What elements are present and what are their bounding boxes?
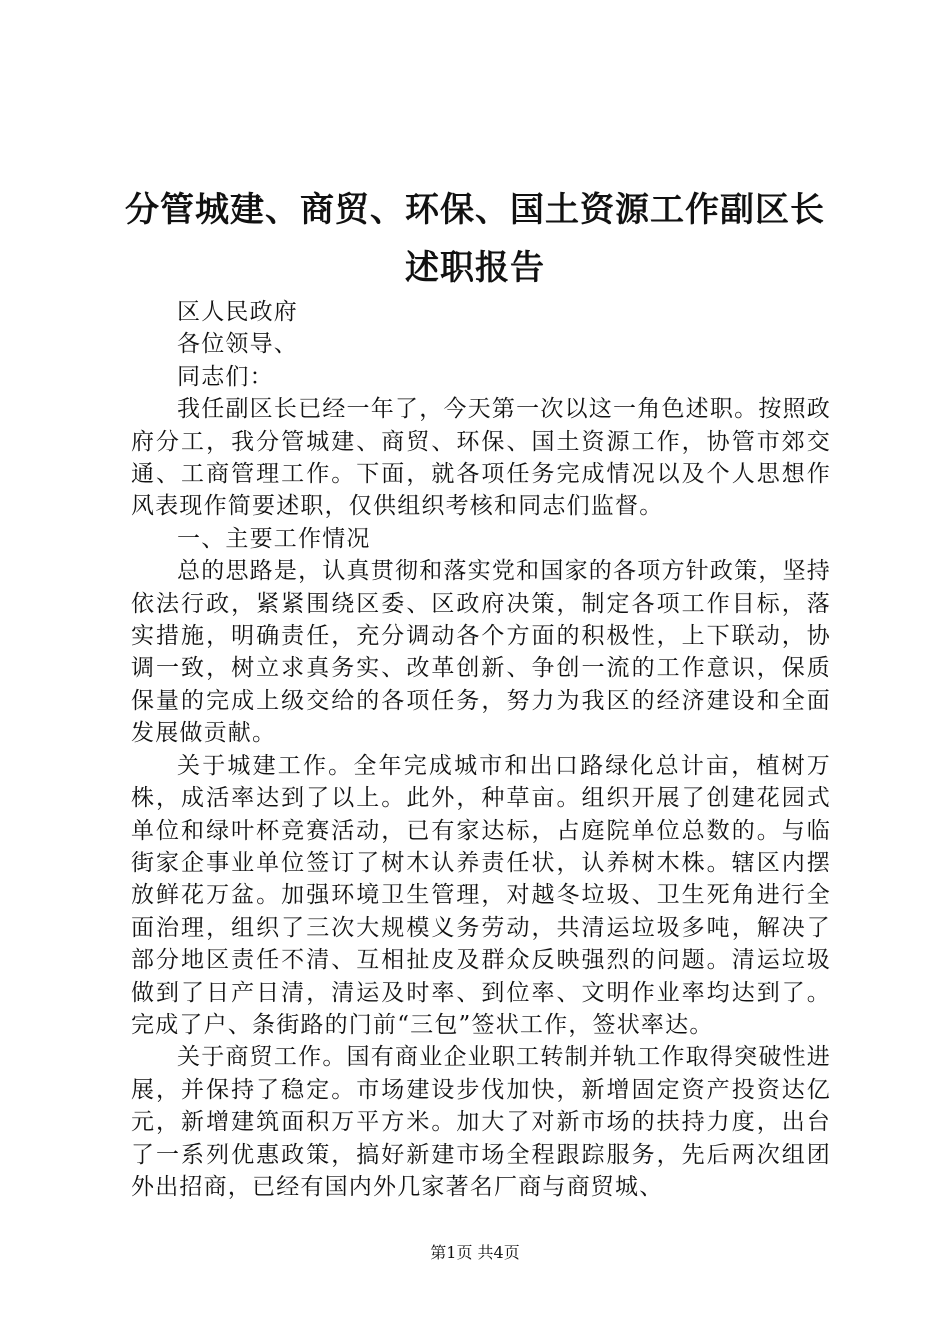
paragraph-general-approach: 总的思路是，认真贯彻和落实党和国家的各项方针政策，坚持依法行政，紧紧围绕区委、区政府决策，制定各项工作目标，落实措施，明确责任，充分调动各个方面的积极性，上下联动，协调一致，树立求真务实、改革创新、争创一流的工作意识，保质保量的完成上级交给的各项任务，努力为我区的经济建设和全面发展做贡献。 xyxy=(131,558,831,747)
paragraph-urban-construction: 关于城建工作。全年完成城市和出口路绿化总计亩，植树万株，成活率达到了以上。此外，种草亩。组织开展了创建花园式单位和绿叶杯竞赛活动，已有家达标，占庭院单位总数的。与临街家企事业单位签订了树木认养责任状，认养树木株。辖区内摆放鲜花万盆。加强环境卫生管理，对越冬垃圾、卫生死角进行全面治理，组织了三次大规模义务劳动，共清运垃圾多吨，解决了部分地区责任不清、互相扯皮及群众反映强烈的问题。清运垃圾做到了日产日清，清运及时率、到位率、文明作业率均达到了。完成了户、条街路的门前“三包”签状工作，签状率达。 xyxy=(131,752,831,1038)
page-footer: 第1页 共4页 xyxy=(430,1243,520,1262)
salutation-leaders: 各位领导、 xyxy=(177,331,298,358)
salutation-government: 区人民政府 xyxy=(177,299,298,325)
paragraph-intro: 我任副区长已经一年了，今天第一次以这一角色述职。按照政府分工，我分管城建、商贸、环保、国土资源工作，协管市郊交通、工商管理工作。下面，就各项任务完成情况以及个人思想作风表现作简要述职，仅供组织考核和同志们监督。 xyxy=(131,396,831,520)
section-heading-main-work: 一、主要工作情况 xyxy=(177,525,371,552)
paragraph-commerce: 关于商贸工作。国有商业企业职工转制并轨工作取得突破性进展，并保持了稳定。市场建设步伐加快，新增固定资产投资达亿元，新增建筑面积万平方米。加大了对新市场的扶持力度，出台了一系列优惠政策，搞好新建市场全程跟踪服务，先后两次组团外出招商，已经有国内外几家著名厂商与商贸城、 xyxy=(131,1044,831,1200)
salutation-comrades: 同志们： xyxy=(177,363,274,390)
document-body xyxy=(131,296,831,1203)
document-title-line2: 述职报告 xyxy=(405,248,545,288)
document-title-line1: 分管城建、商贸、环保、国土资源工作副区长 xyxy=(125,190,825,230)
